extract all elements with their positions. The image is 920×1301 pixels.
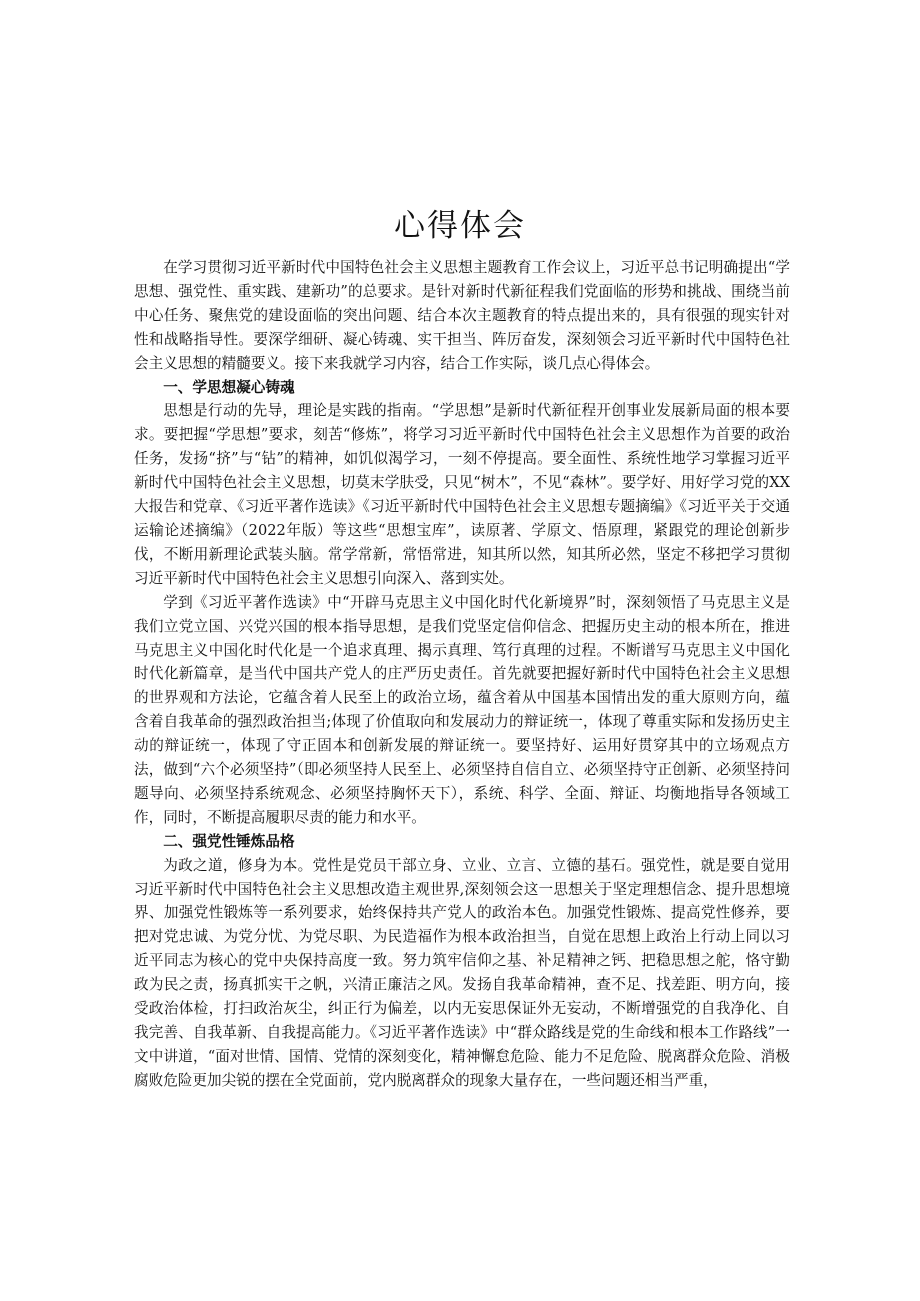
section-1-paragraph-1: 思想是行动的先导，理论是实践的指南。“学思想”是新时代新征程开创事业发展新局面的根本要求。要把握“学思想”要求，刻苦“修炼”，将学习习近平新时代中国特色社会主义思想作为首要的政治任务，发扬“挤”与“钻”的精神，如饥似渴学习，一刻不停提高。要全面性、系统性地学习掌握习近平新时代中国特色社会主义思想，切莫末学肤受，只见“树木”，不见“森林”。要学好、用好学习党的XX大报告和党章、《习近平著作选读》《习近平新时代中国特色社会主义思想专题摘编》《习近平关于交通运输论述摘编》（2022年版）等这些“思想宝库”，读原著、学原文、悟原理，紧跟党的理论创新步伐，不断用新理论武装头脑。常学常新，常悟常进，知其所以然，知其所必然，坚定不移把学习贯彻习近平新时代中国特色社会主义思想引向深入、落到实处。	[134, 402, 790, 587]
section-1-heading: 一、学思想凝心铸魂	[163, 378, 295, 396]
document-body	[134, 256, 790, 1093]
section-2-heading: 二、强党性锤炼品格	[163, 832, 295, 850]
section-2-paragraph-1: 为政之道，修身为本。党性是党员干部立身、立业、立言、立德的基石。强党性，就是要自觉用习近平新时代中国特色社会主义思想改造主观世界,深刻领会这一思想关于坚定理想信念、提升思想境界、加强党性锻炼等一系列要求，始终保持共产党人的政治本色。加强党性锻炼、提高党性修养，要把对党忠诚、为党分忧、为党尽职、为民造福作为根本政治担当，自觉在思想上政治上行动上同以习近平同志为核心的党中央保持高度一致。努力筑牢信仰之基、补足精神之钙、把稳思想之舵，恪守勤政为民之责，扬真抓实干之帆，兴清正廉洁之风。发扬自我革命精神，查不足、找差距、明方向，接受政治体检，打扫政治灰尘，纠正行为偏差，以内无妄思保证外无妄动，不断增强党的自我净化、自我完善、自我革新、自我提高能力。《习近平著作选读》中“群众路线是党的生命线和根本工作路线”一文中讲道，“面对世情、国情、党情的深刻变化，精神懈怠危险、能力不足危险、脱离群众危险、消极腐败危险更加尖锐的摆在全党面前，党内脱离群众的现象大量存在，一些问题还相当严重，	[134, 856, 790, 1089]
document-title: 心得体会	[394, 208, 526, 244]
intro-paragraph: 在学习贯彻习近平新时代中国特色社会主义思想主题教育工作会议上，习近平总书记明确提出“学思想、强党性、重实践、建新功”的总要求。是针对新时代新征程我们党面临的形势和挑战、围绕当前中心任务、聚焦党的建设面临的突出问题、结合本次主题教育的特点提出来的，具有很强的现实针对性和战略指导性。要深学细研、凝心铸魂、实干担当、阵厉奋发，深刻领会习近平新时代中国特色社会主义思想的精髓要义。接下来我就学习内容，结合工作实际，谈几点心得体会。	[134, 259, 790, 372]
section-1-paragraph-2: 学到《习近平著作选读》中“开辟马克思主义中国化时代化新境界”时，深刻领悟了马克思主义是我们立党立国、兴党兴国的根本指导思想，是我们党坚定信仰信念、把握历史主动的根本所在，推进马克思主义中国化时代化是一个追求真理、揭示真理、笃行真理的过程。不断谱写马克思主义中国化时代化新篇章，是当代中国共产党人的庄严历史责任。首先就要把握好新时代中国特色社会主义思想的世界观和方法论，它蕴含着人民至上的政治立场，蕴含着从中国基本国情出发的重大原则方向，蕴含着自我革命的强烈政治担当;体现了价值取向和发展动力的辩证统一，体现了尊重实际和发扬历史主动的辩证统一，体现了守正固本和创新发展的辩证统一。要坚持好、运用好贯穿其中的立场观点方法，做到“六个必须坚持”（即必须坚持人民至上、必须坚持自信自立、必须坚持守正创新、必须坚持问题导向、必须坚持系统观念、必须坚持胸怀天下），系统、科学、全面、辩证、均衡地指导各领域工作，同时，不断提高履职尽责的能力和水平。	[134, 593, 790, 826]
